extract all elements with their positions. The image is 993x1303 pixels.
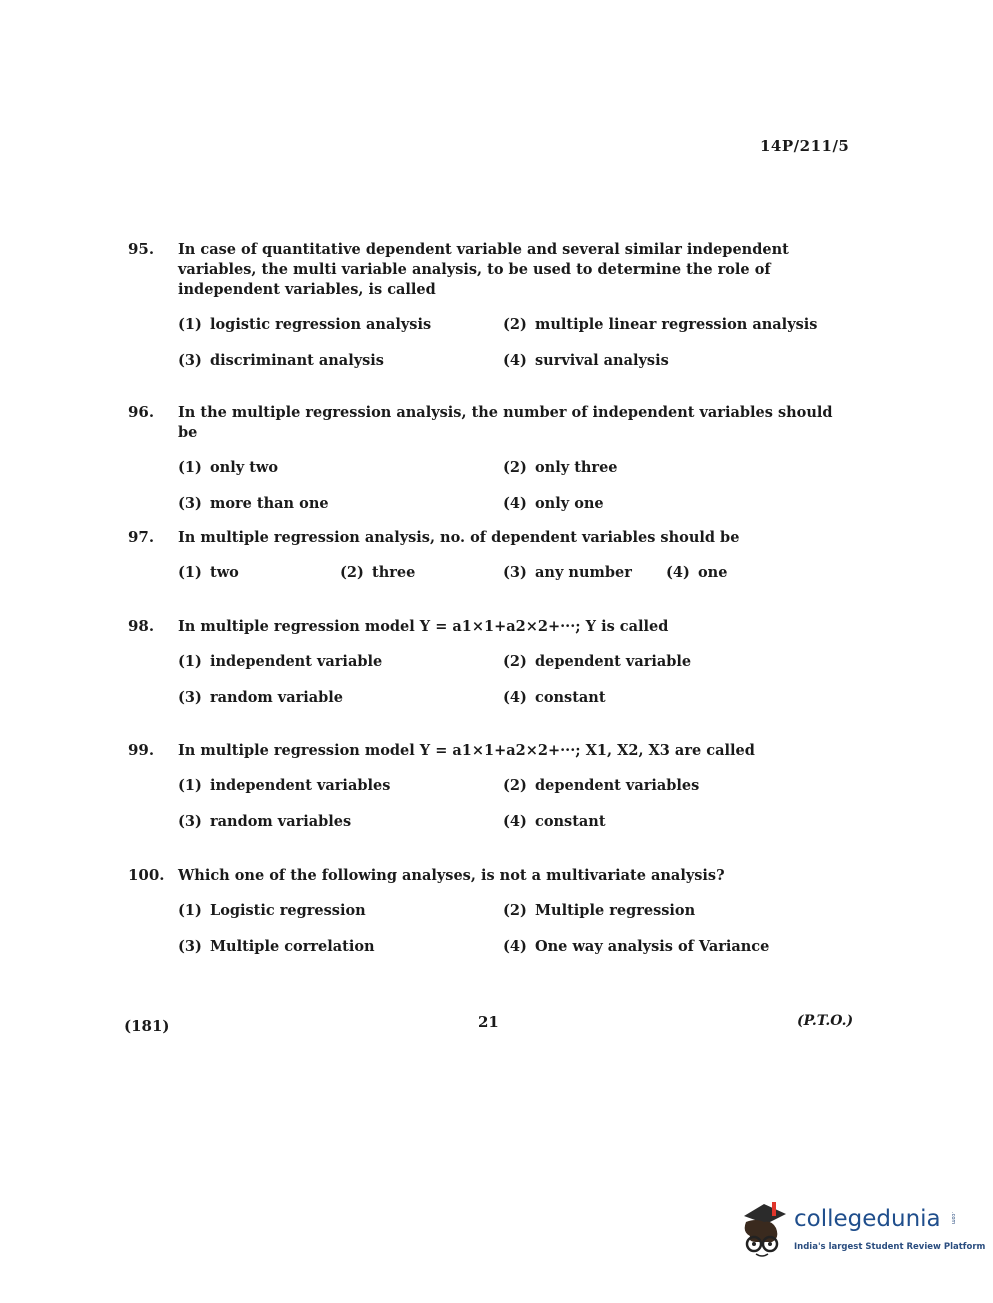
option-3: (3) random variable [178, 689, 344, 706]
option-2: (2) only three [503, 459, 618, 476]
option-4: (4) survival analysis [503, 352, 669, 369]
watermark-logo [736, 1198, 986, 1262]
question-text: In the multiple regression analysis, the number of independent variables should be [178, 404, 833, 441]
question-text: In multiple regression model Y = a1×1+a2×2+···; Y is called [178, 618, 669, 635]
question-96 [128, 403, 848, 531]
question-text: Which one of the following analyses, is not a multivariate analysis? [178, 867, 725, 884]
option-4: (4) constant [503, 813, 606, 830]
option-2: (2) dependent variable [503, 653, 692, 670]
option-4: (4) One way analysis of Variance [503, 938, 770, 955]
option-2: (2) three [340, 564, 416, 581]
brand-name: collegedunia [794, 1206, 941, 1232]
option-1: (1) two [178, 564, 239, 581]
options [178, 459, 848, 531]
option-3: (3) more than one [178, 495, 329, 512]
option-1: (1) Logistic regression [178, 902, 366, 919]
option-4: (4) constant [503, 689, 606, 706]
option-2: (2) multiple linear regression analysis [503, 316, 818, 333]
question-text: In multiple regression model Y = a1×1+a2×2+···; X1, X2, X3 are called [178, 742, 755, 759]
question-number: 98. [128, 617, 155, 635]
page-code: 14P/211/5 [760, 137, 850, 155]
option-3: (3) random variables [178, 813, 352, 830]
options [178, 902, 848, 974]
question-95 [128, 240, 848, 388]
option-1: (1) only two [178, 459, 279, 476]
option-2: (2) Multiple regression [503, 902, 696, 919]
pto-label: (P.T.O.) [797, 1013, 854, 1029]
option-1: (1) independent variable [178, 653, 383, 670]
option-4: (4) only one [503, 495, 604, 512]
brand-suffix: .com [950, 1212, 956, 1225]
options [178, 653, 848, 725]
page-number: 21 [478, 1013, 499, 1031]
question-97 [128, 528, 848, 600]
option-1: (1) logistic regression analysis [178, 316, 432, 333]
brand-tagline: India's largest Student Review Platform [794, 1242, 986, 1252]
option-2: (2) dependent variables [503, 777, 700, 794]
option-3: (3) Multiple correlation [178, 938, 375, 955]
question-number: 99. [128, 741, 155, 759]
options [178, 316, 848, 388]
options [178, 564, 848, 600]
options [178, 777, 848, 849]
option-1: (1) independent variables [178, 777, 391, 794]
question-99 [128, 741, 848, 849]
paper-code: (181) [124, 1017, 170, 1035]
question-number: 96. [128, 403, 155, 421]
option-3: (3) any number [503, 564, 632, 581]
question-100 [128, 866, 848, 974]
question-text: In case of quantitative dependent variable and several similar independent variables, the multi variable analysis, to be used to determine the role of independent variables, is called [178, 241, 789, 298]
option-3: (3) discriminant analysis [178, 352, 384, 369]
question-98 [128, 617, 848, 725]
student-mascot-icon [736, 1198, 792, 1262]
question-number: 97. [128, 528, 155, 546]
question-number: 100. [128, 866, 165, 884]
option-4: (4) one [666, 564, 728, 581]
question-number: 95. [128, 240, 155, 258]
question-text: In multiple regression analysis, no. of dependent variables should be [178, 529, 740, 546]
